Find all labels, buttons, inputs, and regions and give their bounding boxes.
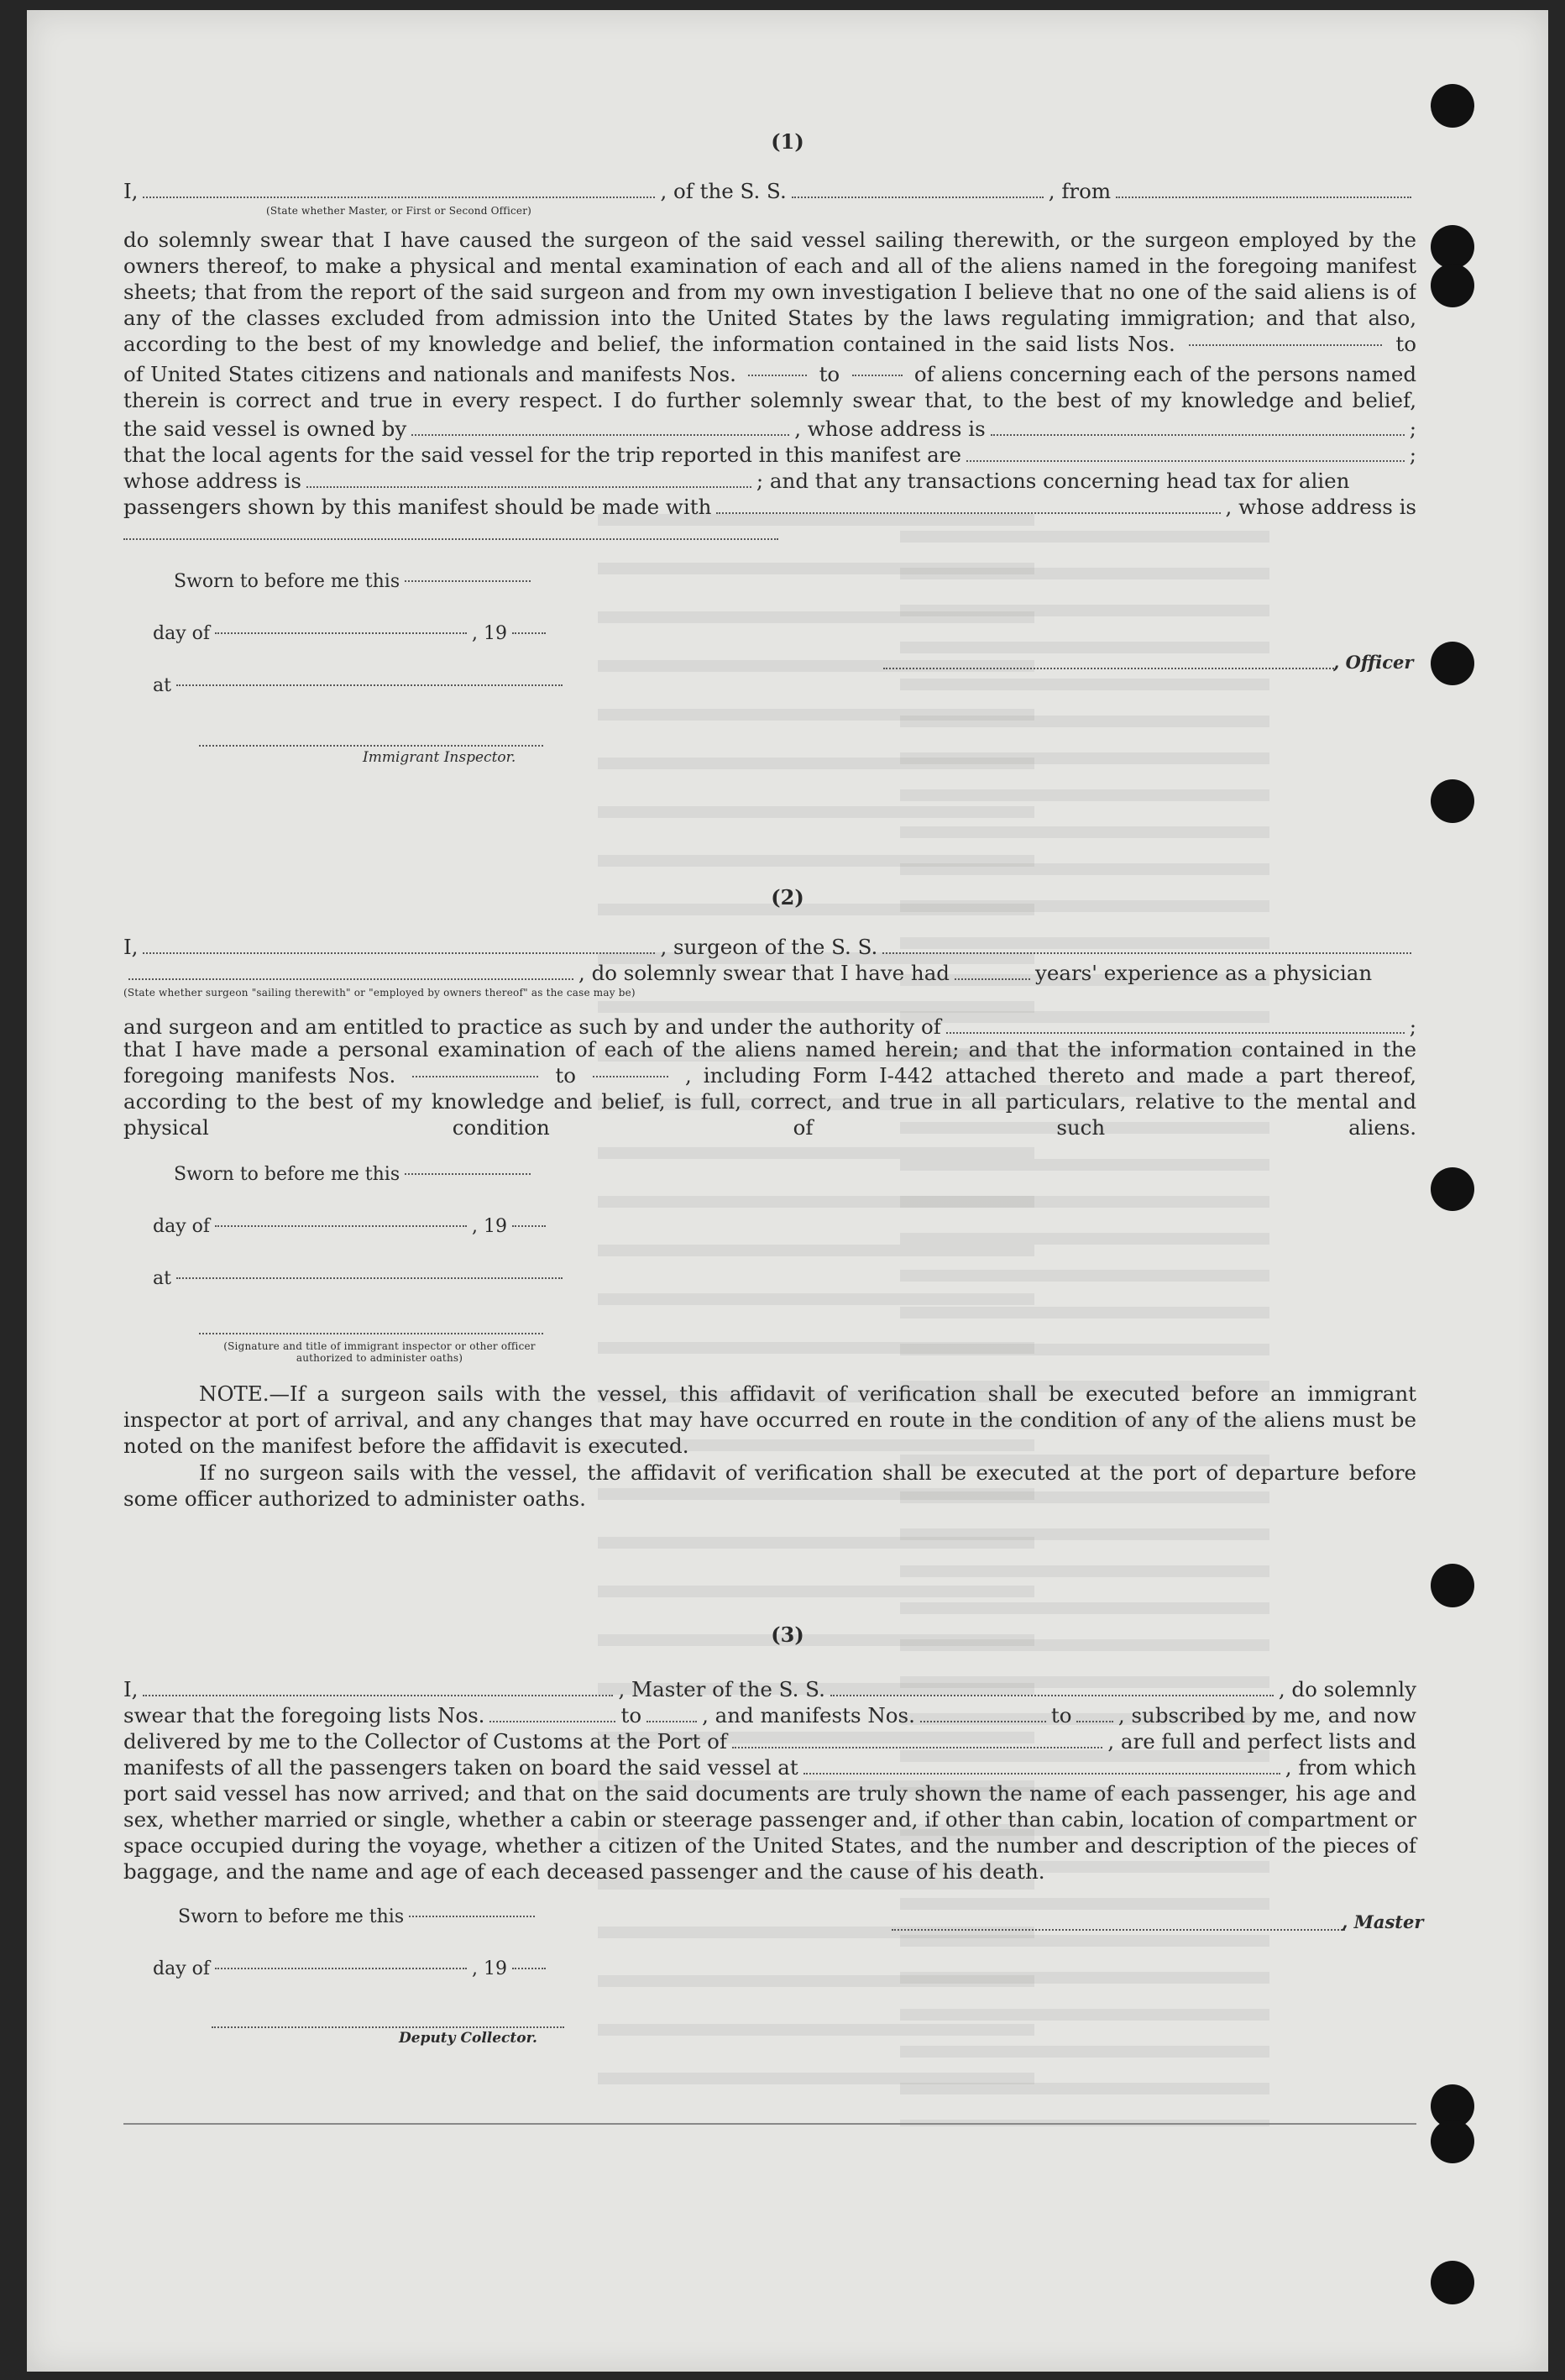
manifests-from-field[interactable]: [412, 1075, 538, 1077]
and-manifests-label: , and manifests Nos.: [702, 1703, 915, 1727]
at-label: at: [153, 1268, 568, 1289]
sworn-label: Sworn to before me this: [174, 1164, 536, 1185]
section-3-line-2: swear that the foregoing lists Nos. to , and manifests Nos. to , subscribed by me, and now: [123, 1703, 1416, 1727]
full-lists-label: , are full and perfect lists and: [1107, 1729, 1416, 1754]
deputy-collector-caption: Deputy Collector.: [399, 2030, 537, 2047]
manifests-from-field[interactable]: [920, 1720, 1046, 1722]
lists-from-field[interactable]: [489, 1720, 615, 1722]
subscribed-label: , subscribed by me, and now: [1117, 1703, 1416, 1727]
agent-address-line: [123, 464, 1416, 493]
officer-signature-line[interactable]: [883, 667, 1337, 669]
section-2-line-3: and surgeon and am entitled to practice as such by and under the authority of ;: [123, 1014, 1416, 1039]
vessel-name-field[interactable]: [830, 1694, 1274, 1696]
section-1-line-1: [123, 175, 1416, 203]
head-tax-label: ; and that any transactions concerning head tax for alien: [756, 469, 1350, 493]
swear-lists-label: swear that the foregoing lists Nos.: [123, 1703, 485, 1727]
head-tax-address-field[interactable]: [123, 537, 778, 540]
surgeon-name-field[interactable]: [143, 951, 655, 954]
manifests-to-field[interactable]: [593, 1075, 668, 1077]
master-signature-line[interactable]: [892, 1928, 1345, 1931]
binder-hole: [1431, 642, 1474, 685]
owner-field[interactable]: [411, 433, 789, 436]
signature-caption: (Signature and title of immigrant inspector or other officer authorized to administer oaths): [223, 1340, 536, 1364]
master-name-field[interactable]: [143, 1694, 613, 1696]
embarkation-port-field[interactable]: [803, 1772, 1280, 1775]
section-1-number: (1): [771, 129, 804, 154]
surgeon-status-caption: (State whether surgeon "sailing therewith" or "employed by owners thereof" as the case may be): [123, 987, 636, 999]
passengers-shown-label: passengers shown by this manifest should be made with: [123, 495, 712, 519]
agent-address-field[interactable]: [306, 485, 751, 488]
officer-caption: , Officer: [1333, 652, 1414, 673]
years-label: years' experience as a physician: [1035, 961, 1373, 985]
binder-hole: [1431, 2261, 1474, 2304]
section-2-line-1: [123, 931, 1416, 959]
binder-hole: [1431, 1167, 1474, 1211]
local-agents-field[interactable]: [966, 459, 1405, 462]
surgeon-status-field[interactable]: [128, 978, 573, 980]
inspector-signature-line[interactable]: [199, 744, 543, 747]
do-swear-label: , do solemnly swear that I have had: [578, 961, 950, 985]
local-agents-line: that the local agents for the said vessel for the trip reported in this manifest are ;: [123, 443, 1416, 467]
note-paragraph-1: NOTE.—If a surgeon sails with the vessel, this affidavit of verification shall be executed before an immigrant inspector at port of arrival, and any changes that may have occurred en route in the condition of any of the aliens must be noted on the manifest before the affidavit is executed.: [123, 1381, 1416, 1458]
officer-rank-caption: (State whether Master, or First or Second Officer): [266, 205, 532, 217]
day-of-label: day of , 19: [153, 1958, 551, 1979]
surgeon-of-label: , surgeon of the S. S.: [660, 935, 878, 959]
do-solemnly-label: , do solemnly: [1278, 1677, 1416, 1701]
section-3-line-1: [123, 1673, 1416, 1701]
collector-signature-line[interactable]: [212, 2026, 564, 2028]
section-1-oath-text-2: of United States citizens and nationals and manifests Nos. to of aliens concerning each of the persons named therein is correct and true in every respect. I do further solemnly swear that, to the best of my knowledge and belief,: [123, 362, 1416, 412]
i-label: I,: [123, 935, 139, 959]
at-label: at: [153, 675, 568, 696]
binder-hole: [1431, 1564, 1474, 1607]
sworn-label: Sworn to before me this: [178, 1906, 540, 1927]
master-caption: , Master: [1342, 1911, 1424, 1932]
binder-hole: [1431, 264, 1474, 307]
section-2-oath-text: that I have made a personal examination of each of the aliens named herein; and that the information contained in the foregoing manifests Nos. to , including Form I-442 attached thereto and made a part thereof, according to the best of my knowledge and belief, is full, correct, and true in all particulars, relative to the mental and physical condition of such aliens.: [123, 1037, 1416, 1140]
owner-line: the said vessel is owned by , whose address is ;: [123, 417, 1416, 441]
i-label: I,: [123, 179, 139, 203]
master-of-label: , Master of the S. S.: [618, 1677, 825, 1701]
whose-address-label: whose address is: [123, 469, 301, 493]
head-tax-contact-field[interactable]: [716, 511, 1220, 514]
delivered-label: delivered by me to the Collector of Customs at the Port of: [123, 1729, 727, 1754]
section-2-line-2: [123, 957, 1416, 985]
bleed-through-block: [900, 531, 1269, 2126]
years-experience-field[interactable]: [955, 978, 1030, 980]
owned-by-label: the said vessel is owned by: [123, 417, 407, 441]
officer-name-field[interactable]: [143, 196, 655, 198]
section-3-number: (3): [771, 1622, 804, 1647]
whose-address-label: , whose address is: [1225, 495, 1416, 519]
day-of-label: day of , 19: [153, 1216, 551, 1237]
from-label: , from: [1048, 179, 1112, 203]
note-paragraph-2: If no surgeon sails with the vessel, the affidavit of verification shall be executed at the port of departure before some officer authorized to administer oaths.: [123, 1460, 1416, 1511]
whose-address-label: , whose address is: [794, 417, 986, 441]
authority-label: and surgeon and am entitled to practice as such by and under the authority of: [123, 1014, 941, 1039]
section-3-line-4: [123, 1751, 1416, 1780]
i-label: I,: [123, 1677, 139, 1701]
vessel-name-field[interactable]: [882, 951, 1411, 954]
vessel-name-field[interactable]: [792, 196, 1044, 198]
binder-hole: [1431, 779, 1474, 823]
sworn-label: Sworn to before me this: [174, 571, 536, 592]
manifests-all-label: manifests of all the passengers taken on board the said vessel at: [123, 1755, 798, 1780]
from-port-field[interactable]: [1116, 196, 1411, 198]
section-2-number: (2): [771, 885, 804, 910]
owner-address-field[interactable]: [991, 433, 1405, 436]
inspector-signature-line[interactable]: [199, 1332, 543, 1334]
manifests-to-field[interactable]: [1076, 1720, 1112, 1722]
alien-manifests-from-field[interactable]: [748, 374, 807, 376]
head-tax-line: [123, 490, 1416, 519]
binder-hole: [1431, 225, 1474, 269]
from-which-label: , from which: [1285, 1755, 1416, 1780]
day-of-label: day of , 19: [153, 623, 551, 644]
authority-field[interactable]: [946, 1031, 1405, 1034]
of-ss-label: , of the S. S.: [660, 179, 787, 203]
binder-hole: [1431, 84, 1474, 128]
section-1-oath-text: do solemnly swear that I have caused the surgeon of the said vessel sailing therewith, or the surgeon employed by the owners thereof, to make a physical and mental examination of each and all of the aliens named in the foregoing manifest sheets; that from the report of the said surgeon and from my own investigation I believe that no one of the said aliens is of any of the classes excluded from admission into the United States by the laws regulating immigration; and that also, according to the best of my knowledge and belief, the information contained in the said lists Nos. to: [123, 227, 1416, 361]
alien-manifests-to-field[interactable]: [852, 374, 903, 376]
lists-to-field[interactable]: [646, 1720, 697, 1722]
section-3-line-3: [123, 1725, 1416, 1754]
binder-hole: [1431, 2120, 1474, 2163]
bottom-rule: [123, 2123, 1416, 2125]
manifest-affidavit-page: [27, 10, 1548, 2372]
section-3-oath-text: port said vessel has now arrived; and that on the said documents are truly shown the name of each passenger, his age and sex, whether married or single, whether a cabin or steerage passenger and, if other than cabin, location of compartment or space occupied during the voyage, whether a citizen of the United States, and the number and description of the pieces of baggage, and the name and age of each deceased passenger and the cause of his death.: [123, 1781, 1416, 1884]
immigrant-inspector-caption: Immigrant Inspector.: [363, 749, 516, 766]
port-field[interactable]: [732, 1746, 1102, 1748]
citizen-lists-from-field[interactable]: [1189, 343, 1382, 346]
local-agents-label: that the local agents for the said vessel for the trip reported in this manifest are: [123, 443, 961, 467]
